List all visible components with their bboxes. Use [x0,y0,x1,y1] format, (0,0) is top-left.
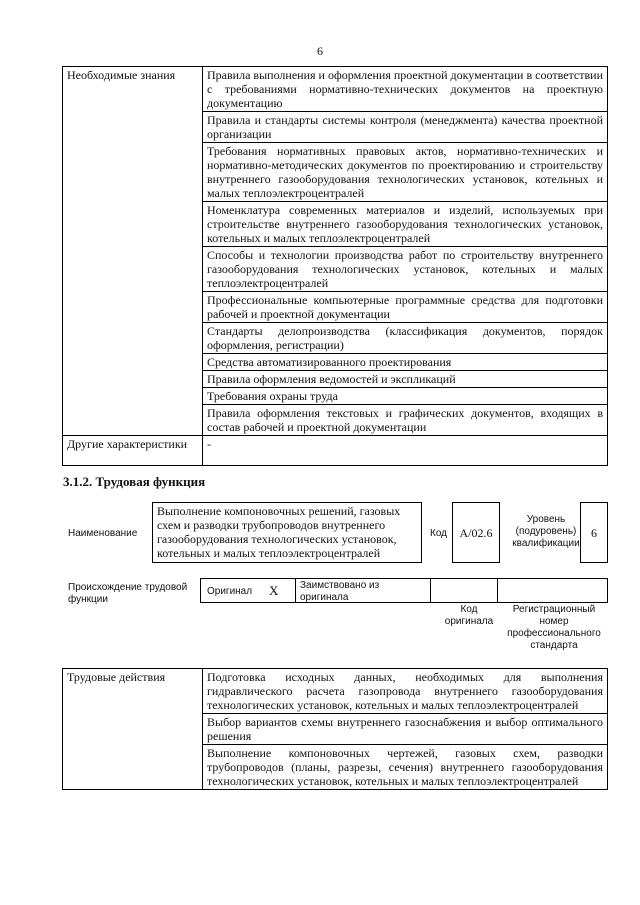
section-title: 3.1.2. Трудовая функция [63,474,206,489]
original-label: Оригинал [207,586,253,597]
registration-number-caption: Регистрационный номер профессионального стандарта [507,604,601,651]
action-item: Подготовка исходных данных, необходимых для выполнения гидравлического расчета газопровода внутреннего газооборудования технологических установок, котельных и малых теплоэлектроцентралей [203,669,608,714]
knowledge-item: Правила оформления ведомостей и экспликаций [203,371,608,388]
level-value: 6 [580,502,608,563]
other-characteristics-label: Другие характеристики [63,436,203,466]
knowledge-item: Требования охраны труда [203,388,608,405]
other-characteristics-value: - [203,436,608,466]
level-label: Уровень (подуровень) квалификации [512,514,580,549]
knowledge-item: Правила выполнения и оформления проектной документации в соответствии с требованиями нормативно-технических документов на проектную документацию [203,67,608,112]
original-mark: X [269,583,279,598]
knowledge-item: Способы и технологии производства работ по строительству внутреннего газооборудования технологических установок, котельных и малых теплоэлектроцентралей [203,247,608,292]
code-label: Код [430,528,448,539]
function-code: A/02.6 [452,502,500,563]
action-item: Выбор вариантов схемы внутреннего газоснабжения и выбор оптимального решения [203,714,608,745]
code-original-cell [430,578,498,603]
knowledge-item: Номенклатура современных материалов и изделий, используемых при строительстве внутреннего газооборудования технологических установок, котельных и малых теплоэлектроцентралей [203,202,608,247]
knowledge-item: Средства автоматизированного проектирования [203,354,608,371]
registration-number-cell [497,578,608,603]
knowledge-label: Необходимые знания [63,67,203,436]
page-number: 6 [317,44,323,58]
origin-label: Происхождение трудовой функции [68,582,188,605]
knowledge-table [62,66,608,466]
name-label: Наименование [68,528,138,539]
actions-table [62,668,608,790]
knowledge-item: Правила оформления текстовых и графических документов, входящих в состав рабочей и проектной документации [203,405,608,436]
knowledge-item: Требования нормативных правовых актов, нормативно-технических и нормативно-методических документов по проектированию и строительству внутреннего газооборудования технологических установок, котельных и малых теплоэлектроцентралей [203,143,608,202]
function-name: Выполнение компоновочных решений, газовых схем и разводки трубопроводов внутреннего газооборудования технологических установок, котельных и малых теплоэлектроцентралей [152,502,422,563]
action-item: Выполнение компоновочных чертежей, газовых схем, разводки трубопроводов (планы, разрезы, сечения) внутреннего газооборудования технологических установок, котельных и малых теплоэлектроцентралей [203,745,608,790]
borrowed-label: Заимствовано из оригинала [300,580,380,603]
original-cell [200,578,296,603]
knowledge-item: Стандарты делопроизводства (классификация документов, порядок оформления, регистрации) [203,323,608,354]
code-original-caption: Код оригинала [444,604,494,627]
knowledge-item: Профессиональные компьютерные программные средства для подготовки рабочей и проектной документации [203,292,608,323]
borrowed-cell [295,578,431,603]
actions-label: Трудовые действия [63,669,203,790]
knowledge-item: Правила и стандарты системы контроля (менеджмента) качества проектной организации [203,112,608,143]
